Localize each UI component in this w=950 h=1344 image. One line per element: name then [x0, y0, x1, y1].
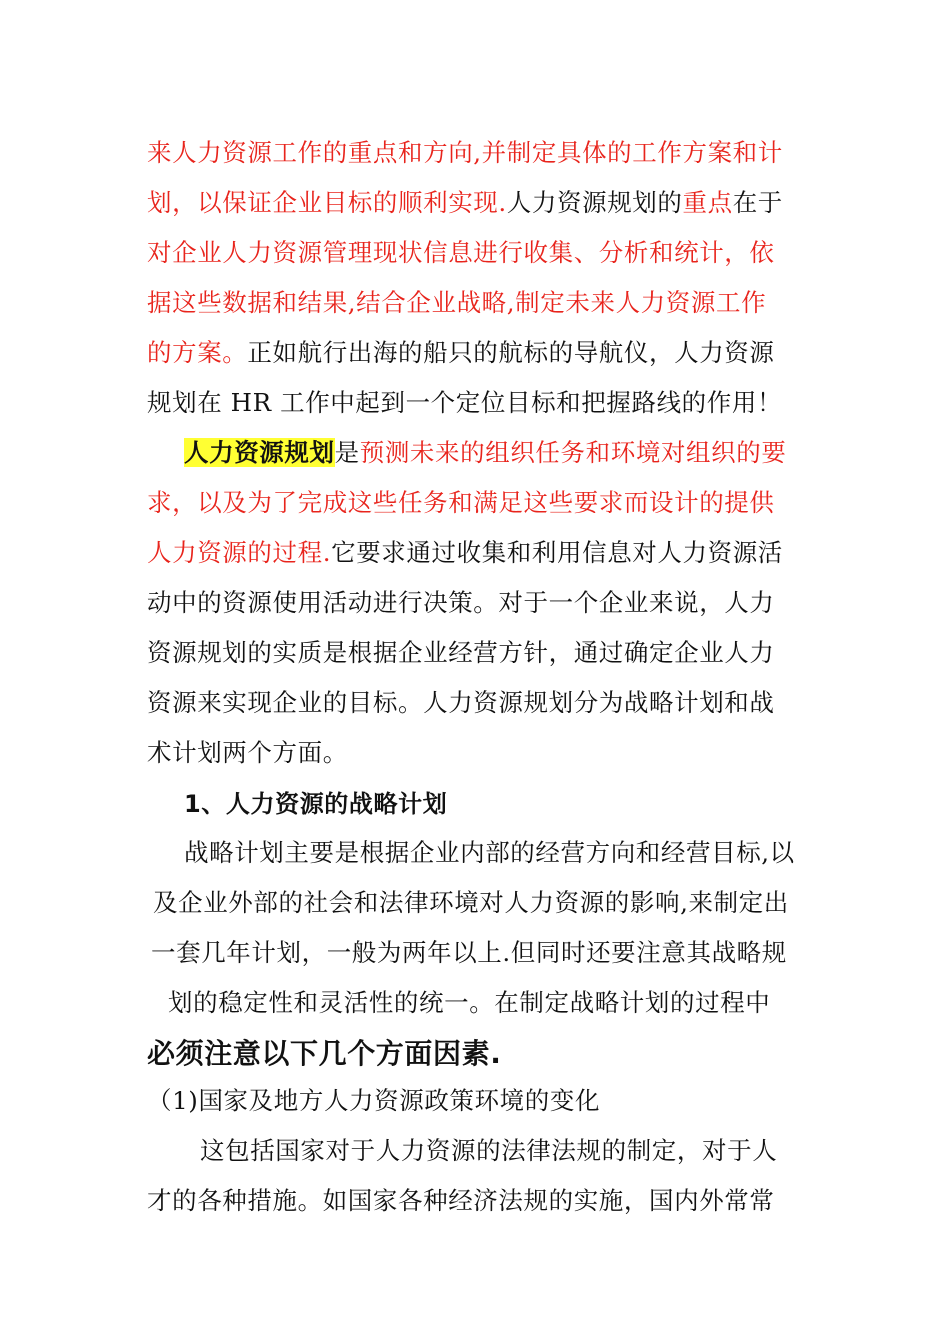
text-run: 规划在 HR 工作中起到一个定位目标和把握路线的作用！: [147, 388, 783, 417]
text-run: 求，以及为了完成这些任务和满足这些要求而设计的提供: [147, 488, 775, 517]
text-line: [147, 384, 782, 419]
text-run: 术计划两个方面。: [147, 738, 348, 767]
section-heading: 1、人力资源的战略计划: [184, 790, 448, 818]
emphasis-line: 必须注意以下几个方面因素.: [147, 1037, 502, 1070]
text-line: 这包括国家对于人力资源的法律法规的制定，对于人: [200, 1136, 778, 1165]
text-run: 动中的资源使用活动进行决策。对于一个企业来说，人力: [147, 588, 775, 617]
text-run: 据这些数据和结果,结合企业战略,制定未来人力资源工作: [147, 288, 767, 317]
text-run: 在于: [732, 188, 783, 217]
highlighted-term: 人力资源规划: [184, 438, 335, 467]
text-line: 一套几年计划，一般为两年以上.但同时还要注意其战略规: [151, 938, 787, 967]
text-run: 预测未来的组织任务和环境对组织的要: [359, 438, 787, 467]
text-run: 来人力资源工作的重点和方向,并制定具体的工作方案和计: [147, 138, 783, 167]
text-line: 战略计划主要是根据企业内部的经营方向和经营目标,以: [184, 838, 795, 867]
text-line: [147, 584, 775, 619]
item-heading: （1)国家及地方人力资源政策环境的变化: [147, 1086, 601, 1115]
text-run: 对企业人力资源管理现状信息进行收集、分析和统计，依: [147, 238, 775, 267]
text-line: [147, 184, 783, 219]
text-run: 的方案。: [147, 338, 248, 367]
text-run: 人力资源的过程.: [147, 538, 332, 567]
text-run: 正如航行出海的船只的航标的导航仪，人力资源: [247, 338, 775, 367]
text-line: 划的稳定性和灵活性的统一。在制定战略计划的过程中: [168, 988, 771, 1017]
text-run: 是: [334, 438, 360, 467]
text-line: [147, 134, 783, 169]
text-run: 资源来实现企业的目标。人力资源规划分为战略计划和战: [147, 688, 775, 717]
text-line: [147, 284, 766, 319]
text-line: [147, 734, 348, 769]
text-line: [147, 484, 775, 519]
text-line: [184, 434, 786, 469]
text-run: 人力资源规划的: [506, 188, 683, 217]
text-line: [147, 684, 775, 719]
text-line: [147, 234, 775, 269]
text-line: [147, 634, 775, 669]
text-line: 才的各种措施。如国家各种经济法规的实施，国内外常常: [147, 1186, 775, 1215]
text-line: 及企业外部的社会和法律环境对人力资源的影响,来制定出: [153, 888, 789, 917]
text-run: 划，以保证企业目标的顺利实现.: [147, 188, 507, 217]
text-line: [147, 334, 775, 369]
text-line: [147, 534, 783, 569]
text-run: 重点: [682, 188, 733, 217]
text-run: 它要求通过收集和利用信息对人力资源活: [331, 538, 783, 567]
text-run: 资源规划的实质是根据企业经营方针，通过确定企业人力: [147, 638, 775, 667]
